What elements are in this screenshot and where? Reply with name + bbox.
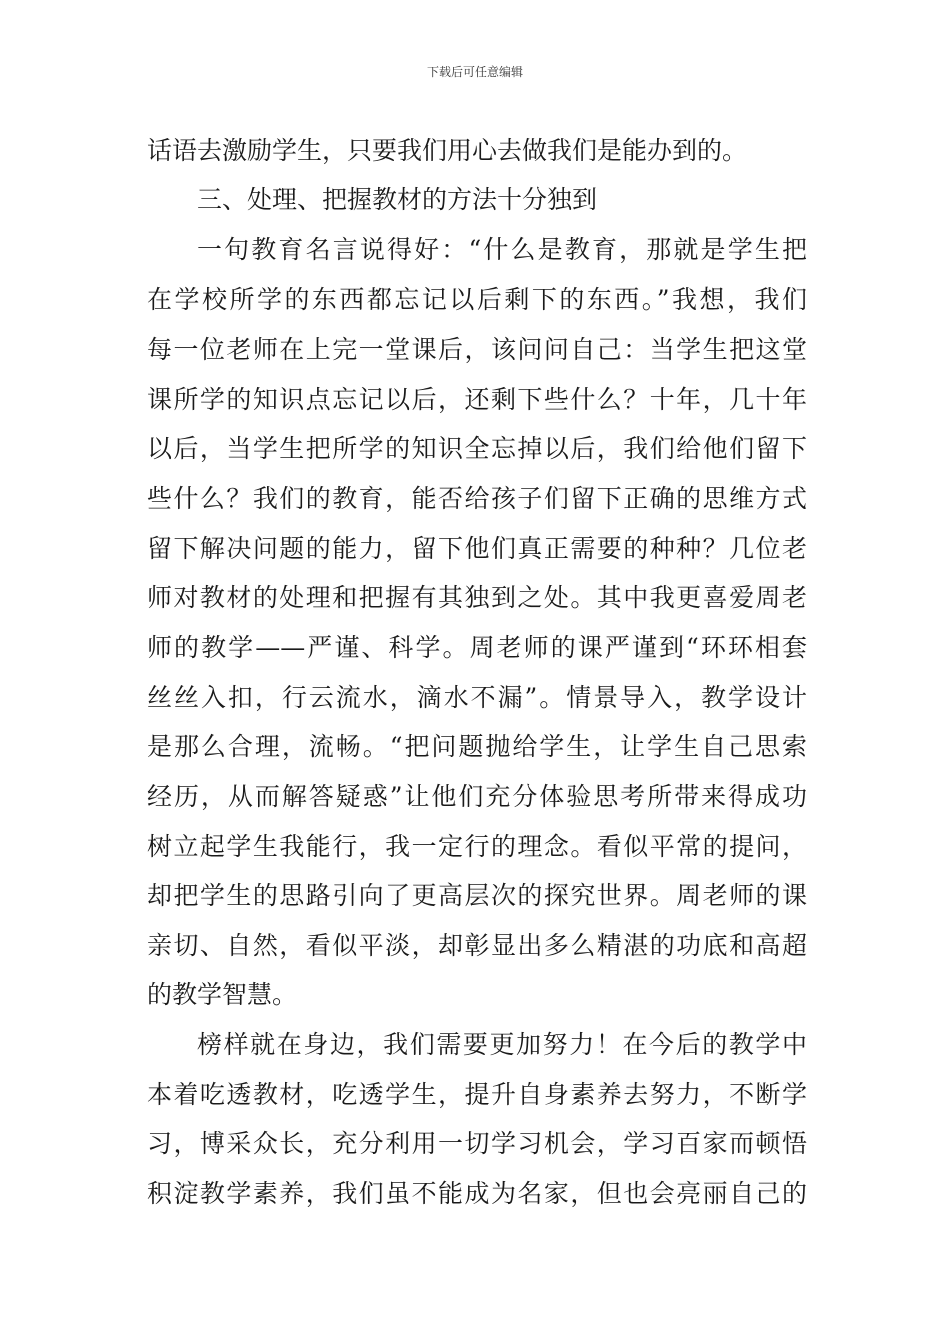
text-line: 留下解决问题的能力，留下他们真正需要的种种？几位老 <box>147 534 807 563</box>
page-header: 下载后可任意编辑 <box>426 65 523 79</box>
section-heading: 三、处理、把握教材的方法十分独到 <box>197 185 598 214</box>
text-line: 一句教育名言说得好：“什么是教育，那就是学生把 <box>197 235 807 264</box>
text-line: 话语去激励学生，只要我们用心去做我们是能办到的。 <box>147 136 748 165</box>
text-line: 树立起学生我能行，我一定行的理念。看似平常的提问， <box>147 832 807 861</box>
text-line: 每一位老师在上完一堂课后，该问问自己：当学生把这堂 <box>147 335 807 364</box>
text-line: 课所学的知识点忘记以后，还剩下些什么？十年，几十年 <box>147 385 807 414</box>
text-line: 以后，当学生把所学的知识全忘掉以后，我们给他们留下 <box>147 434 807 463</box>
text-line: 师对教材的处理和把握有其独到之处。其中我更喜爱周老 <box>147 583 807 612</box>
text-line: 的教学智慧。 <box>147 980 298 1009</box>
text-line: 在学校所学的东西都忘记以后剩下的东西。”我想，我们 <box>147 285 807 314</box>
text-line: 是那么合理，流畅。“把问题抛给学生，让学生自己思索 <box>147 732 807 761</box>
text-line: 师的教学——严谨、科学。周老师的课严谨到“环环相套 <box>147 633 807 662</box>
text-line: 些什么？我们的教育，能否给孩子们留下正确的思维方式 <box>147 484 807 513</box>
text-line: 本着吃透教材，吃透学生，提升自身素养去努力，不断学 <box>147 1080 807 1109</box>
text-line: 亲切、自然，看似平淡，却彰显出多么精湛的功底和高超 <box>147 931 807 960</box>
text-line: 经历，从而解答疑惑”让他们充分体验思考所带来得成功 <box>147 782 807 811</box>
text-line: 习，博采众长，充分利用一切学习机会，学习百家而顿悟 <box>147 1129 807 1158</box>
text-line: 却把学生的思路引向了更高层次的探究世界。周老师的课 <box>147 881 807 910</box>
text-line: 积淀教学素养，我们虽不能成为名家，但也会亮丽自己的 <box>147 1179 807 1208</box>
text-line: 丝丝入扣，行云流水，滴水不漏”。情景导入，教学设计 <box>147 683 807 712</box>
text-line: 榜样就在身边，我们需要更加努力！在今后的教学中 <box>197 1030 807 1059</box>
